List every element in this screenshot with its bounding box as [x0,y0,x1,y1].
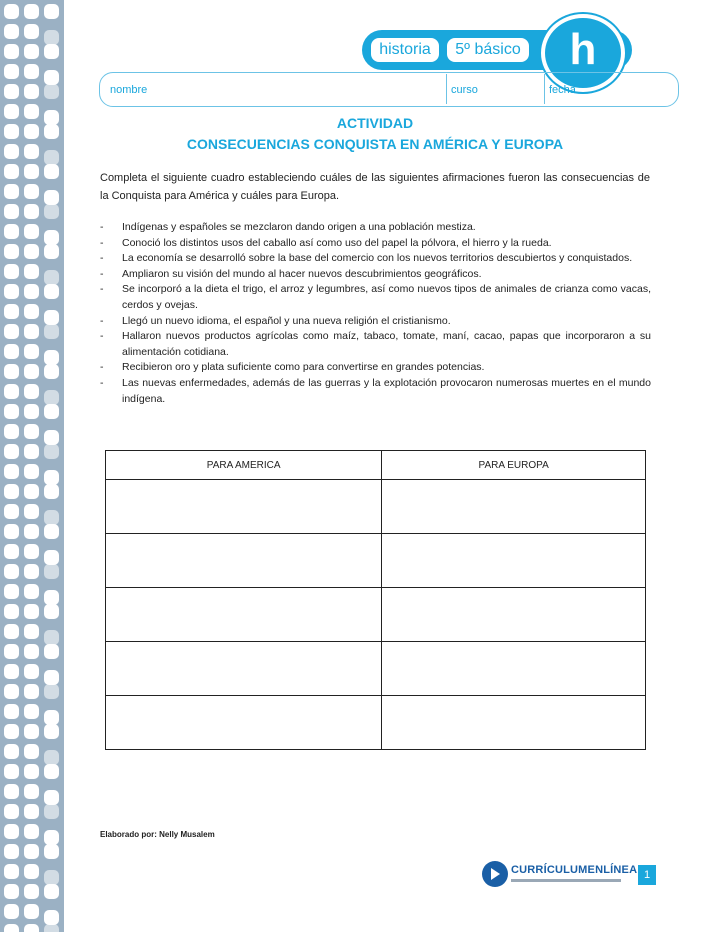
decorative-tile [24,304,39,319]
decorative-tile [4,64,19,79]
decorative-tile [44,710,59,725]
decorative-tile [4,224,19,239]
decorative-tile [44,510,59,525]
decorative-tile [24,484,39,499]
list-item: - Ampliaron su visión del mundo al hacer nuevos descubrimientos geográficos. [100,267,651,283]
decorative-tile [44,630,59,645]
decorative-tile [44,364,59,379]
answer-cell[interactable] [106,642,382,696]
decorative-tile [24,664,39,679]
decorative-tile [24,404,39,419]
decorative-tile [44,644,59,659]
decorative-tile [4,44,19,59]
answer-cell[interactable] [106,534,382,588]
decorative-tile [44,270,59,285]
decorative-tile [44,910,59,925]
decorative-tile [24,284,39,299]
decorative-tile [4,504,19,519]
decorative-tile [44,164,59,179]
decorative-tile [4,324,19,339]
answer-cell[interactable] [106,588,382,642]
decorative-tile [44,604,59,619]
subject-label: historia [371,38,439,62]
decorative-tile [4,204,19,219]
decorative-tile [44,284,59,299]
decorative-tile [44,150,59,165]
decorative-tile [4,464,19,479]
list-item: - Se incorporó a la dieta el trigo, el arroz y legumbres, así como nuevos tipos de animales de crianza como vacas, cerdos y ovejas. [100,282,651,313]
answer-cell[interactable] [382,696,646,750]
decorative-tile [44,190,59,205]
decorative-tile [4,424,19,439]
decorative-tile [4,844,19,859]
decorative-tile [4,764,19,779]
decorative-tile [24,704,39,719]
list-item: - Recibieron oro y plata suficiente como para convertirse en grandes potencias. [100,360,651,376]
decorative-tile [44,70,59,85]
decorative-tile [44,390,59,405]
decorative-tile [4,824,19,839]
decorative-tile [44,670,59,685]
decorative-tile [24,744,39,759]
decorative-tile [24,344,39,359]
history-logo-icon: h [541,14,625,92]
decorative-tile [24,144,39,159]
decorative-tile [44,44,59,59]
student-info-bar [99,72,679,107]
decorative-tile [4,524,19,539]
decorative-tile [24,364,39,379]
answer-cell[interactable] [382,480,646,534]
decorative-tile [4,144,19,159]
decorative-tile [4,704,19,719]
decorative-tile [24,24,39,39]
answer-cell[interactable] [382,588,646,642]
decorative-tile [4,644,19,659]
page-number: 1 [638,865,656,885]
decorative-tile [4,484,19,499]
decorative-tile [24,904,39,919]
answer-cell[interactable] [106,696,382,750]
decorative-tile [44,310,59,325]
name-field-label: nombre [110,84,148,96]
activity-subtitle: CONSECUENCIAS CONQUISTA EN AMÉRICA Y EUROPA [186,136,564,152]
curriculum-logo-text: CURRÍCULUMENLÍNEA [511,864,638,876]
decorative-tile [24,784,39,799]
decorative-tile [24,224,39,239]
decorative-tile [4,304,19,319]
decorative-tile [44,750,59,765]
decorative-tile [44,684,59,699]
column-header-america: PARA AMERICA [106,451,382,480]
divider [544,74,545,104]
decorative-tile [4,904,19,919]
decorative-tile [4,344,19,359]
decorative-tile [24,844,39,859]
decorative-tile [44,590,59,605]
decorative-tile [4,244,19,259]
decorative-tile [4,384,19,399]
list-item: - Conoció los distintos usos del caballo así como uso del papel la pólvora, el hierro y la rueda. [100,236,651,252]
decorative-tile [4,624,19,639]
statements-list [100,220,651,407]
decorative-tile [44,124,59,139]
decorative-tile [24,684,39,699]
decorative-tile [44,430,59,445]
list-item: - Llegó un nuevo idioma, el español y una nueva religión el cristianismo. [100,314,651,330]
decorative-tile [4,404,19,419]
decorative-tile [24,724,39,739]
decorative-tile [4,924,19,932]
decorative-tile [24,44,39,59]
curriculum-logo-icon [482,861,508,887]
decorative-tile [4,724,19,739]
decorative-tile [4,804,19,819]
decorative-tile [44,804,59,819]
decorative-tile [4,124,19,139]
decorative-tile [44,790,59,805]
decorative-tile [4,784,19,799]
decorative-side-strip [0,0,64,932]
decorative-tile [44,230,59,245]
decorative-tile [4,24,19,39]
logo-tagline-bar [511,879,621,882]
decorative-tile [4,564,19,579]
answer-table [105,450,646,750]
decorative-tile [24,464,39,479]
decorative-tile [4,164,19,179]
decorative-tile [4,604,19,619]
decorative-tile [24,324,39,339]
grade-label: 5º básico [447,38,529,62]
decorative-tile [24,644,39,659]
decorative-tile [24,884,39,899]
decorative-tile [44,444,59,459]
decorative-tile [4,584,19,599]
decorative-tile [24,4,39,19]
decorative-tile [44,884,59,899]
decorative-tile [44,84,59,99]
decorative-tile [24,124,39,139]
decorative-tile [24,424,39,439]
decorative-tile [24,924,39,932]
decorative-tile [24,564,39,579]
answer-cell[interactable] [382,534,646,588]
date-field-label: fecha [549,84,576,96]
decorative-tile [24,264,39,279]
decorative-tile [24,864,39,879]
decorative-tile [24,584,39,599]
decorative-tile [4,864,19,879]
decorative-tile [24,624,39,639]
decorative-tile [44,830,59,845]
activity-title: ACTIVIDAD [336,115,414,131]
decorative-tile [44,110,59,125]
decorative-tile [44,550,59,565]
decorative-tile [4,84,19,99]
decorative-tile [24,64,39,79]
decorative-tile [24,524,39,539]
decorative-tile [44,564,59,579]
instructions-text: Completa el siguiente cuadro estableciendo cuáles de las siguientes afirmaciones fueron las consecuencias de la Conquista para América y cuáles para Europa. [100,172,650,202]
decorative-tile [44,924,59,932]
column-header-europe: PARA EUROPA [382,451,646,480]
decorative-tile [4,264,19,279]
decorative-tile [24,84,39,99]
list-item: - Las nuevas enfermedades, además de las guerras y la explotación provocaron numerosas muertes en el mundo indígena. [100,376,651,407]
decorative-tile [24,384,39,399]
decorative-tile [24,164,39,179]
decorative-tile [24,544,39,559]
answer-cell[interactable] [382,642,646,696]
decorative-tile [44,244,59,259]
list-item: - La economía se desarrolló sobre la base del comercio con los nuevos territorios descubiertos y conquistados. [100,251,651,267]
decorative-tile [4,4,19,19]
decorative-tile [44,204,59,219]
decorative-tile [4,664,19,679]
decorative-tile [24,604,39,619]
decorative-tile [44,484,59,499]
decorative-tile [44,870,59,885]
decorative-tile [44,524,59,539]
decorative-tile [44,350,59,365]
decorative-tile [24,824,39,839]
decorative-tile [4,684,19,699]
decorative-tile [24,104,39,119]
decorative-tile [4,884,19,899]
decorative-tile [24,244,39,259]
decorative-tile [24,764,39,779]
answer-cell[interactable] [106,480,382,534]
list-item: - Indígenas y españoles se mezclaron dando origen a una población mestiza. [100,220,651,236]
decorative-tile [44,4,59,19]
decorative-tile [4,364,19,379]
decorative-tile [24,184,39,199]
decorative-tile [4,444,19,459]
decorative-tile [4,744,19,759]
decorative-tile [44,30,59,45]
decorative-tile [4,184,19,199]
decorative-tile [44,764,59,779]
decorative-tile [4,104,19,119]
decorative-tile [44,404,59,419]
decorative-tile [24,204,39,219]
decorative-tile [24,804,39,819]
author-credit: Elaborado por: Nelly Musalem [100,830,215,839]
decorative-tile [4,284,19,299]
decorative-tile [44,844,59,859]
decorative-tile [24,444,39,459]
divider [446,74,447,104]
decorative-tile [44,470,59,485]
course-field-label: curso [451,84,478,96]
decorative-tile [44,724,59,739]
decorative-tile [44,324,59,339]
list-item: - Hallaron nuevos productos agrícolas como maíz, tabaco, tomate, maní, cacao, papas que incorporaron a su alimentación cotidiana. [100,329,651,360]
decorative-tile [24,504,39,519]
decorative-tile [4,544,19,559]
